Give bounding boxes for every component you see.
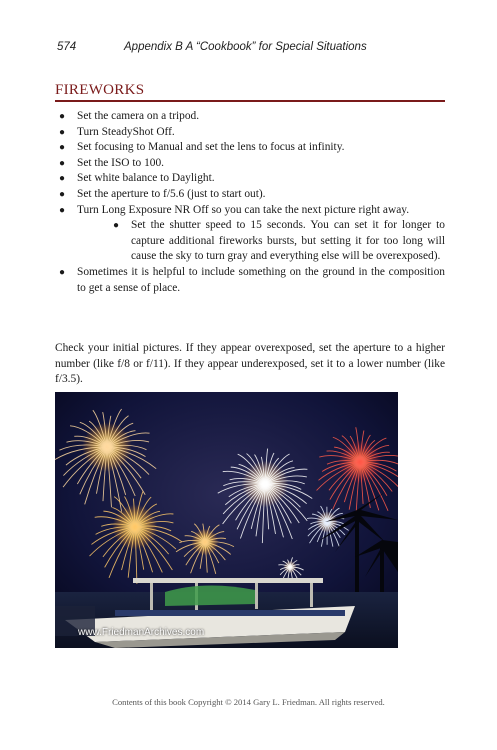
running-header bbox=[57, 41, 457, 57]
bullet-icon: ● bbox=[59, 157, 66, 169]
bullet-icon: ● bbox=[59, 188, 66, 200]
sub-list-item: ● Set the shutter speed to 15 seconds. You can set it for longer to capture additional fireworks bursts, but setting it for too long will cause the sky to turn gray and everything else will be overexposed). bbox=[113, 219, 445, 263]
fireworks-photo bbox=[55, 392, 398, 648]
section-title: FIREWORKS bbox=[55, 82, 445, 102]
list-item: ● Set the ISO to 100. bbox=[55, 156, 445, 172]
photo-watermark: www.FriedmanArchives.com bbox=[78, 627, 205, 638]
steps-list bbox=[55, 109, 445, 296]
body-paragraph: Check your initial pictures. If they appear overexposed, set the aperture to a higher number (like f/8 or f/11). If they appear underexposed, set it to a lower number (like f/3.5). bbox=[55, 342, 445, 386]
list-item: ● Turn Long Exposure NR Off so you can take the next picture right away. ● Set the shutter speed to 15 seconds. You can set it for longer to capture additional fireworks bursts, but setting it for too long will cause the sky to turn gray and everything else will be overexposed). bbox=[55, 203, 445, 265]
list-item: ● Set the aperture to f/5.6 (just to start out). bbox=[55, 187, 445, 203]
list-item: ● Set white balance to Daylight. bbox=[55, 171, 445, 187]
list-item: ● Set focusing to Manual and set the lens to focus at infinity. bbox=[55, 140, 445, 156]
copyright-footer: Contents of this book Copyright © 2014 Gary L. Friedman. All rights reserved. bbox=[112, 697, 385, 707]
bullet-icon: ● bbox=[59, 126, 66, 138]
bullet-icon: ● bbox=[59, 266, 66, 278]
page-number: 574 bbox=[57, 41, 77, 53]
chapter-title: Appendix B A “Cookbook” for Special Situations bbox=[124, 41, 367, 53]
bullet-icon: ● bbox=[59, 204, 66, 216]
bullet-icon: ● bbox=[59, 173, 66, 185]
list-item: ● Sometimes it is helpful to include something on the ground in the composition to get a sense of place. bbox=[59, 265, 445, 294]
list-item: ● Turn SteadyShot Off. bbox=[55, 125, 445, 141]
list-item: ● Set the camera on a tripod. bbox=[55, 109, 445, 125]
fireworks-illustration bbox=[55, 392, 398, 648]
sub-list bbox=[77, 218, 445, 265]
bullet-icon: ● bbox=[59, 142, 66, 154]
bullet-icon: ● bbox=[59, 111, 66, 122]
bullet-icon: ● bbox=[113, 220, 120, 232]
